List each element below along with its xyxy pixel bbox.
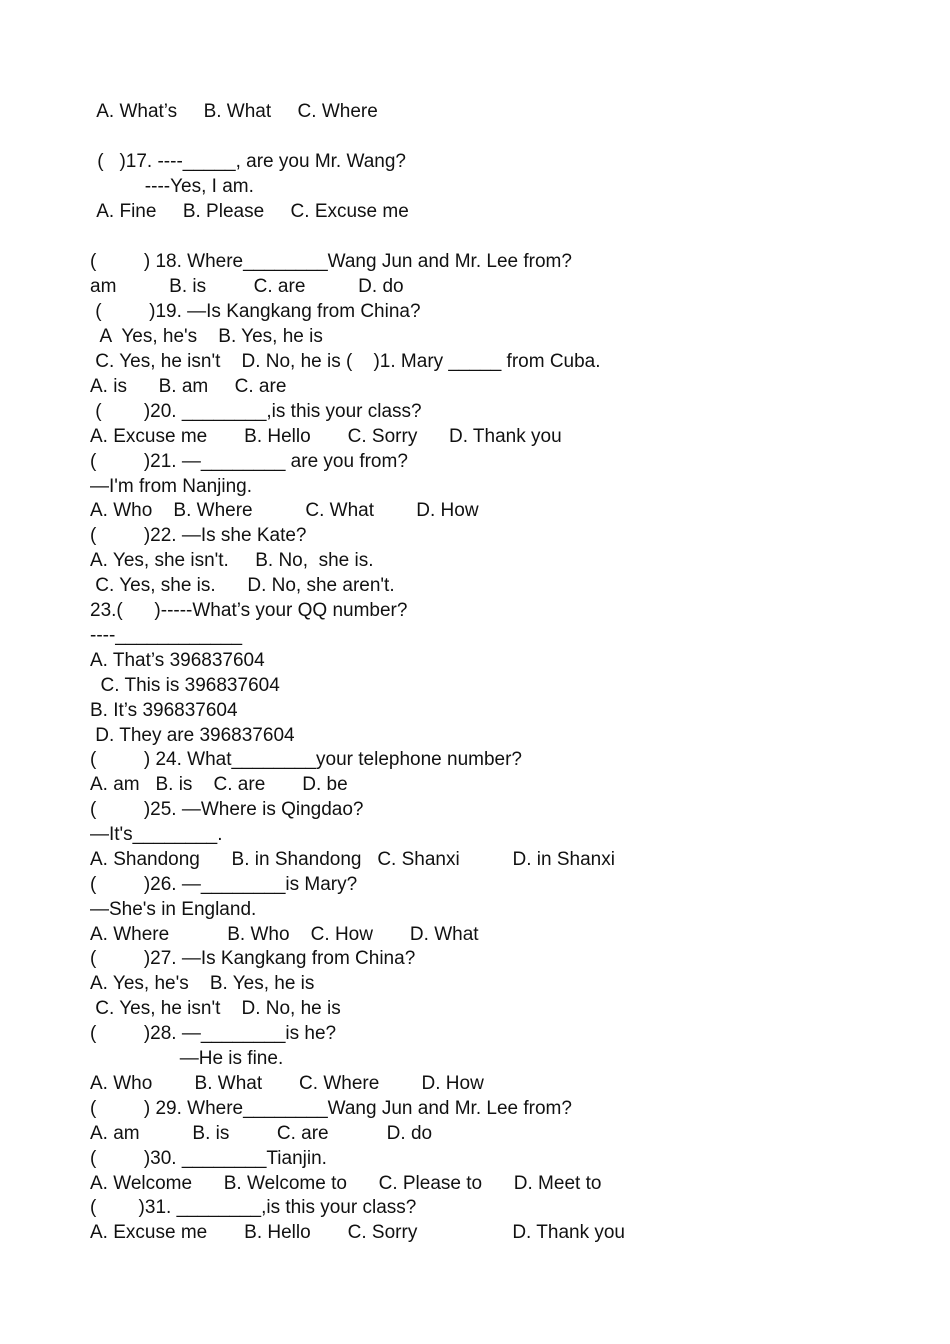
text-line: A. is B. am C. are	[90, 376, 287, 397]
text-line: ( )22. —Is she Kate?	[90, 525, 307, 546]
text-line: ----Yes, I am.	[92, 176, 254, 197]
text-line: A. Fine B. Please C. Excuse me	[92, 201, 409, 222]
text-line: ( )31. ________,is this your class?	[90, 1197, 417, 1218]
text-line: ( )27. —Is Kangkang from China?	[90, 948, 416, 969]
text-line: A. Excuse me B. Hello C. Sorry D. Thank you	[90, 1222, 625, 1243]
text-line: C. Yes, she is. D. No, she aren't.	[90, 575, 395, 596]
text-line: 23.( )-----What’s your QQ number?	[90, 600, 408, 621]
text-line: ( )28. —________is he?	[90, 1023, 337, 1044]
text-line: A. Welcome B. Welcome to C. Please to D. Meet to	[90, 1173, 602, 1194]
text-line: am B. is C. are D. do	[90, 276, 404, 297]
text-line: ( ) 29. Where________Wang Jun and Mr. Lee from?	[90, 1098, 572, 1119]
text-line: A. am B. is C. are D. do	[90, 1123, 433, 1144]
text-line: A. Who B. Where C. What D. How	[90, 500, 479, 521]
text-line: ( )26. —________is Mary?	[90, 874, 358, 895]
text-line: A. Where B. Who C. How D. What	[90, 924, 479, 945]
text-line: A. Excuse me B. Hello C. Sorry D. Thank you	[90, 426, 562, 447]
text-line: ( ) 24. What________your telephone number?	[90, 749, 522, 770]
text-line: C. Yes, he isn't D. No, he is ( )1. Mary _____ from Cuba.	[90, 351, 601, 372]
text-line: A. am B. is C. are D. be	[90, 774, 348, 795]
text-line: —I'm from Nanjing.	[90, 476, 253, 497]
text-line: A. Shandong B. in Shandong C. Shanxi D. in Shanxi	[90, 849, 615, 870]
text-line: ( ) 18. Where________Wang Jun and Mr. Lee from?	[90, 251, 572, 272]
text-line: —It's________.	[90, 824, 223, 845]
text-line: ( )19. —Is Kangkang from China?	[90, 301, 421, 322]
text-line: A. Who B. What C. Where D. How	[90, 1073, 484, 1094]
text-line: ( )21. —________ are you from?	[90, 451, 408, 472]
text-line: ( )20. ________,is this your class?	[90, 401, 422, 422]
text-line: A. Yes, he's B. Yes, he is	[90, 973, 315, 994]
text-line: B. It’s 396837604	[90, 700, 238, 721]
text-line: C. Yes, he isn't D. No, he is	[90, 998, 341, 1019]
text-line: A. Yes, she isn't. B. No, she is.	[90, 550, 374, 571]
text-line: A Yes, he's B. Yes, he is	[90, 326, 323, 347]
text-line: ----____________	[90, 625, 243, 646]
text-line: D. They are 396837604	[90, 725, 295, 746]
text-line: ( )17. ----_____, are you Mr. Wang?	[92, 151, 406, 172]
text-line: A. That’s 396837604	[90, 650, 265, 671]
text-line: —She's in England.	[90, 899, 257, 920]
text-line: C. This is 396837604	[90, 675, 280, 696]
text-line: ( )25. —Where is Qingdao?	[90, 799, 364, 820]
text-line: A. What’s B. What C. Where	[92, 101, 378, 122]
text-line: —He is fine.	[90, 1048, 284, 1069]
text-line: ( )30. ________Tianjin.	[90, 1148, 327, 1169]
